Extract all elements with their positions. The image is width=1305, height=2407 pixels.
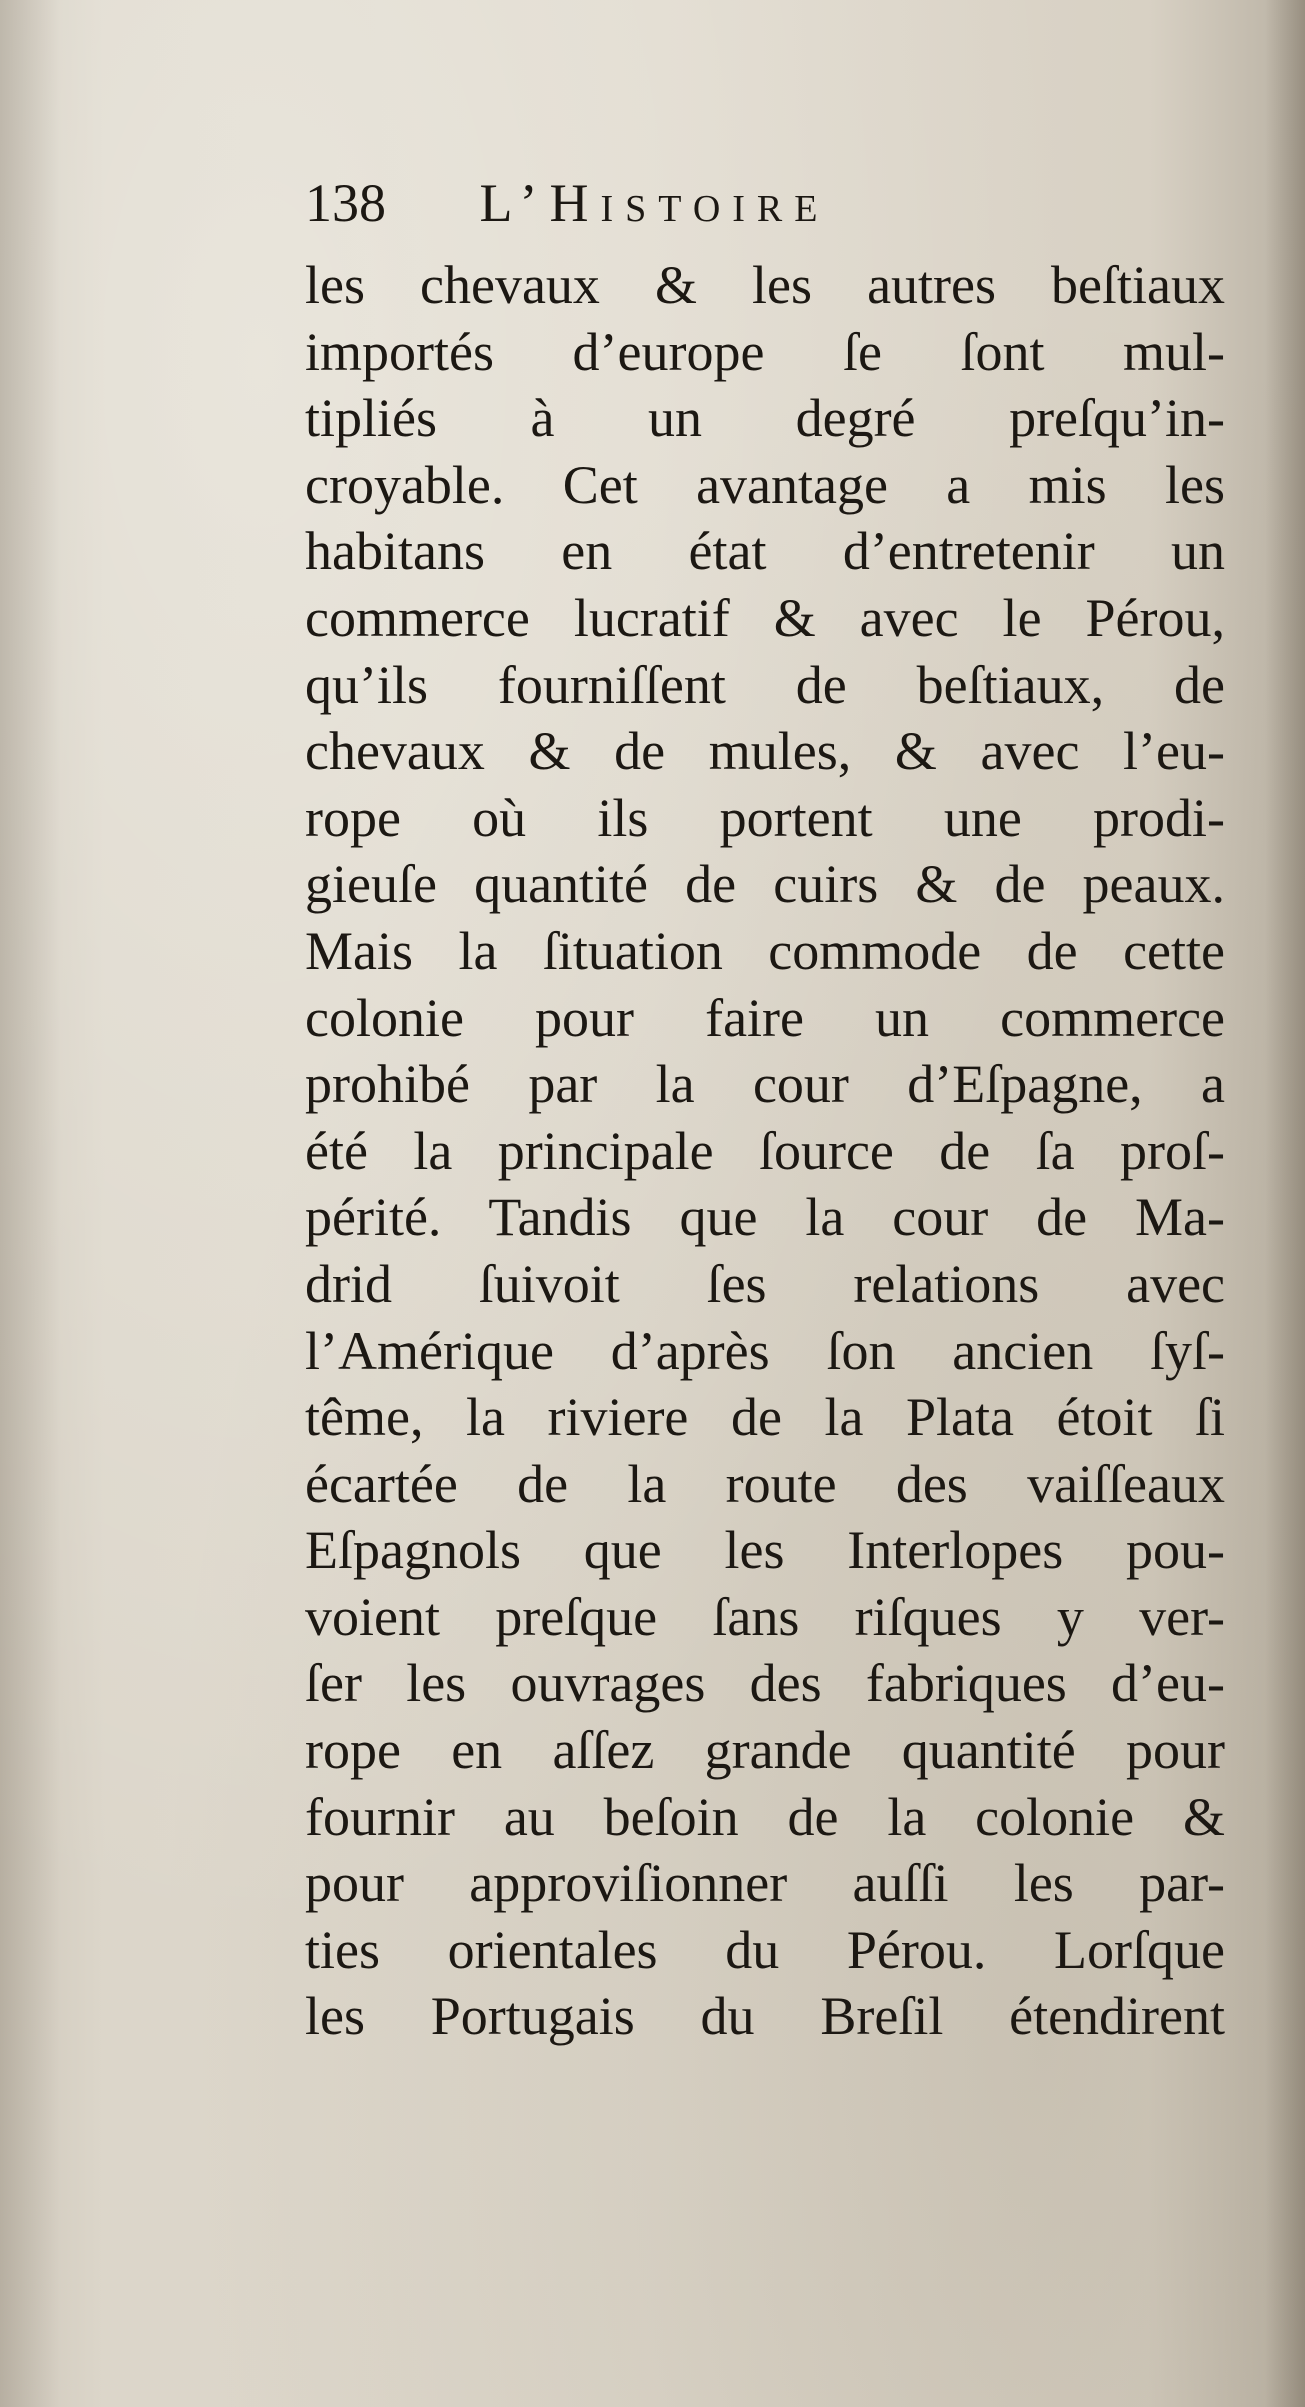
text-line: Mais la ſituation commode de cette (305, 920, 1225, 981)
text-line: écartée de la route des vaiſſeaux (305, 1453, 1225, 1514)
text-line: gieuſe quantité de cuirs & de peaux. (305, 854, 1225, 915)
text-line: voient preſque ſans riſques y ver- (305, 1586, 1225, 1647)
text-line: ties orientales du Pérou. Lorſque (305, 1919, 1225, 1980)
body-text (305, 252, 1225, 2050)
page-edge (1265, 0, 1305, 2407)
text-line: rope où ils portent une prodi- (305, 787, 1225, 848)
text-line: commerce lucratif & avec le Pérou, (305, 587, 1225, 648)
text-line: l’Amérique d’après ſon ancien ſyſ- (305, 1320, 1225, 1381)
gutter-shadow (0, 0, 60, 2407)
text-line: les chevaux & les autres beſtiaux (305, 255, 1225, 315)
text-line: ſer les ouvrages des fabriques d’eu- (305, 1653, 1225, 1714)
running-title: L’Histoire (479, 173, 830, 233)
text-line: les Portugais du Breſil étendirent (305, 1986, 1225, 2047)
text-line: prohibé par la cour d’Eſpagne, a (305, 1054, 1225, 1115)
text-line: colonie pour faire un commerce (305, 987, 1225, 1048)
text-line: chevaux & de mules, & avec l’eu- (305, 721, 1225, 782)
text-line: Eſpagnols que les Interlopes pou- (305, 1520, 1225, 1581)
page-number: 138 (305, 173, 386, 233)
text-line: habitans en état d’entretenir un (305, 521, 1225, 582)
text-line: tême, la riviere de la Plata étoit ſi (305, 1387, 1225, 1448)
text-line: pour approviſionner auſſi les par- (305, 1853, 1225, 1914)
text-line: drid ſuivoit ſes relations avec (305, 1253, 1225, 1314)
text-line: fournir au beſoin de la colonie & (305, 1786, 1225, 1847)
text-line: importés d’europe ſe ſont mul- (305, 321, 1225, 382)
text-line: rope en aſſez grande quantité pour (305, 1720, 1225, 1781)
text-line: été la principale ſource de ſa proſ- (305, 1120, 1225, 1181)
text-line: croyable. Cet avantage a mis les (305, 454, 1225, 515)
text-line: qu’ils fourniſſent de beſtiaux, de (305, 654, 1225, 715)
text-line: périté. Tandis que la cour de Ma- (305, 1187, 1225, 1248)
running-head (305, 168, 1005, 238)
text-line: tipliés à un degré preſqu’in- (305, 388, 1225, 449)
